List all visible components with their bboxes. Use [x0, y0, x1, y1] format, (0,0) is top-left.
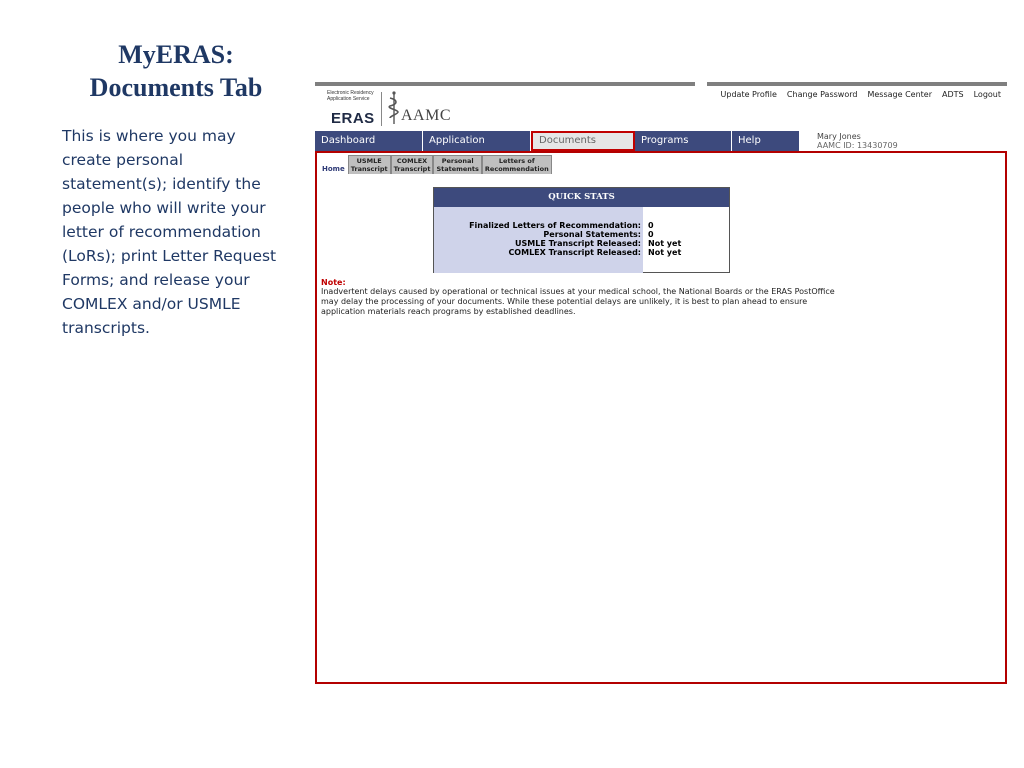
- note-label: Note:: [321, 278, 346, 287]
- subtab-label-line-2: Statements: [436, 165, 479, 173]
- tab-programs[interactable]: Programs: [635, 131, 732, 151]
- quick-stats-header: QUICK STATS: [434, 188, 729, 207]
- eras-aamc-logo[interactable]: [315, 88, 495, 128]
- aamc-wordmark: AAMC: [401, 107, 452, 124]
- logout-link[interactable]: Logout: [973, 90, 1001, 99]
- stat-label-usmle: USMLE Transcript Released:: [515, 239, 641, 248]
- tab-application[interactable]: Application: [423, 131, 531, 151]
- subtab-label-line-2: Transcript: [350, 165, 388, 173]
- note-text: Inadvertent delays caused by operational or technical issues at your medical school, the National Boards or the ERAS PostOffice may delay the processing of your documents. While these potential delays are unlikely, it is best to plan ahead to ensure application materials reach programs by established deadlines.: [321, 287, 835, 316]
- stat-label-letters: Finalized Letters of Recommendation:: [469, 221, 641, 230]
- stat-value-personal-statements: 0: [648, 230, 654, 239]
- aamc-id: AAMC ID: 13430709: [817, 141, 898, 150]
- eras-tagline-line-1: Electronic Residency: [327, 90, 374, 96]
- eras-tagline: [327, 90, 387, 102]
- utility-links: [721, 90, 1001, 99]
- stat-label-personal-statements: Personal Statements:: [543, 230, 641, 239]
- subtab-label-line-1: COMLEX: [396, 157, 428, 165]
- update-profile-link[interactable]: Update Profile: [720, 90, 777, 99]
- eras-wordmark: ERAS: [331, 110, 375, 127]
- subtab-label-line-1: Letters of: [498, 157, 535, 165]
- stat-label-comlex: COMLEX Transcript Released:: [508, 248, 641, 257]
- subtab-home[interactable]: Home: [322, 165, 345, 173]
- tab-documents[interactable]: Documents: [531, 131, 635, 151]
- subtab-label-line-1: USMLE: [356, 157, 382, 165]
- tab-dashboard[interactable]: Dashboard: [315, 131, 423, 151]
- tab-help[interactable]: Help: [732, 131, 800, 151]
- documents-subtabs: [321, 155, 552, 174]
- caduceus-icon: [387, 90, 401, 126]
- main-nav: [315, 131, 800, 151]
- subtab-label-line-2: Recommendation: [484, 165, 549, 173]
- subtab-usmle-transcript[interactable]: [348, 155, 391, 174]
- subtab-comlex-transcript[interactable]: [391, 155, 434, 174]
- stat-value-usmle: Not yet: [648, 239, 682, 248]
- slide-title-line-2: Documents Tab: [89, 73, 263, 102]
- change-password-link[interactable]: Change Password: [786, 90, 858, 99]
- adts-link[interactable]: ADTS: [942, 90, 964, 99]
- subtab-letters-of-recommendation[interactable]: [482, 155, 552, 174]
- subtab-personal-statements[interactable]: [433, 155, 481, 174]
- stat-value-letters: 0: [648, 221, 654, 230]
- user-name: Mary Jones: [817, 132, 861, 141]
- quick-stats-panel: [433, 187, 730, 273]
- slide-title: [60, 38, 292, 104]
- logo-divider: [381, 92, 382, 126]
- stat-value-comlex: Not yet: [648, 248, 682, 257]
- slide-description: This is where you may create personal statement(s); identify the people who will write your letter of recommendation (LoRs); print Letter Request Forms; and release your COMLEX and/or USMLE transcripts.: [62, 127, 277, 337]
- user-info: [817, 132, 898, 150]
- documents-content: [315, 151, 1007, 684]
- myeras-screenshot: [315, 82, 1007, 686]
- top-border: [315, 82, 1007, 86]
- slide-title-line-1: MyERAS:: [118, 40, 234, 69]
- subtab-label-line-2: Transcript: [393, 165, 431, 173]
- subtab-label-line-1: Personal: [441, 157, 474, 165]
- eras-tagline-line-2: Application Service: [327, 96, 370, 102]
- message-center-link[interactable]: Message Center: [867, 90, 932, 99]
